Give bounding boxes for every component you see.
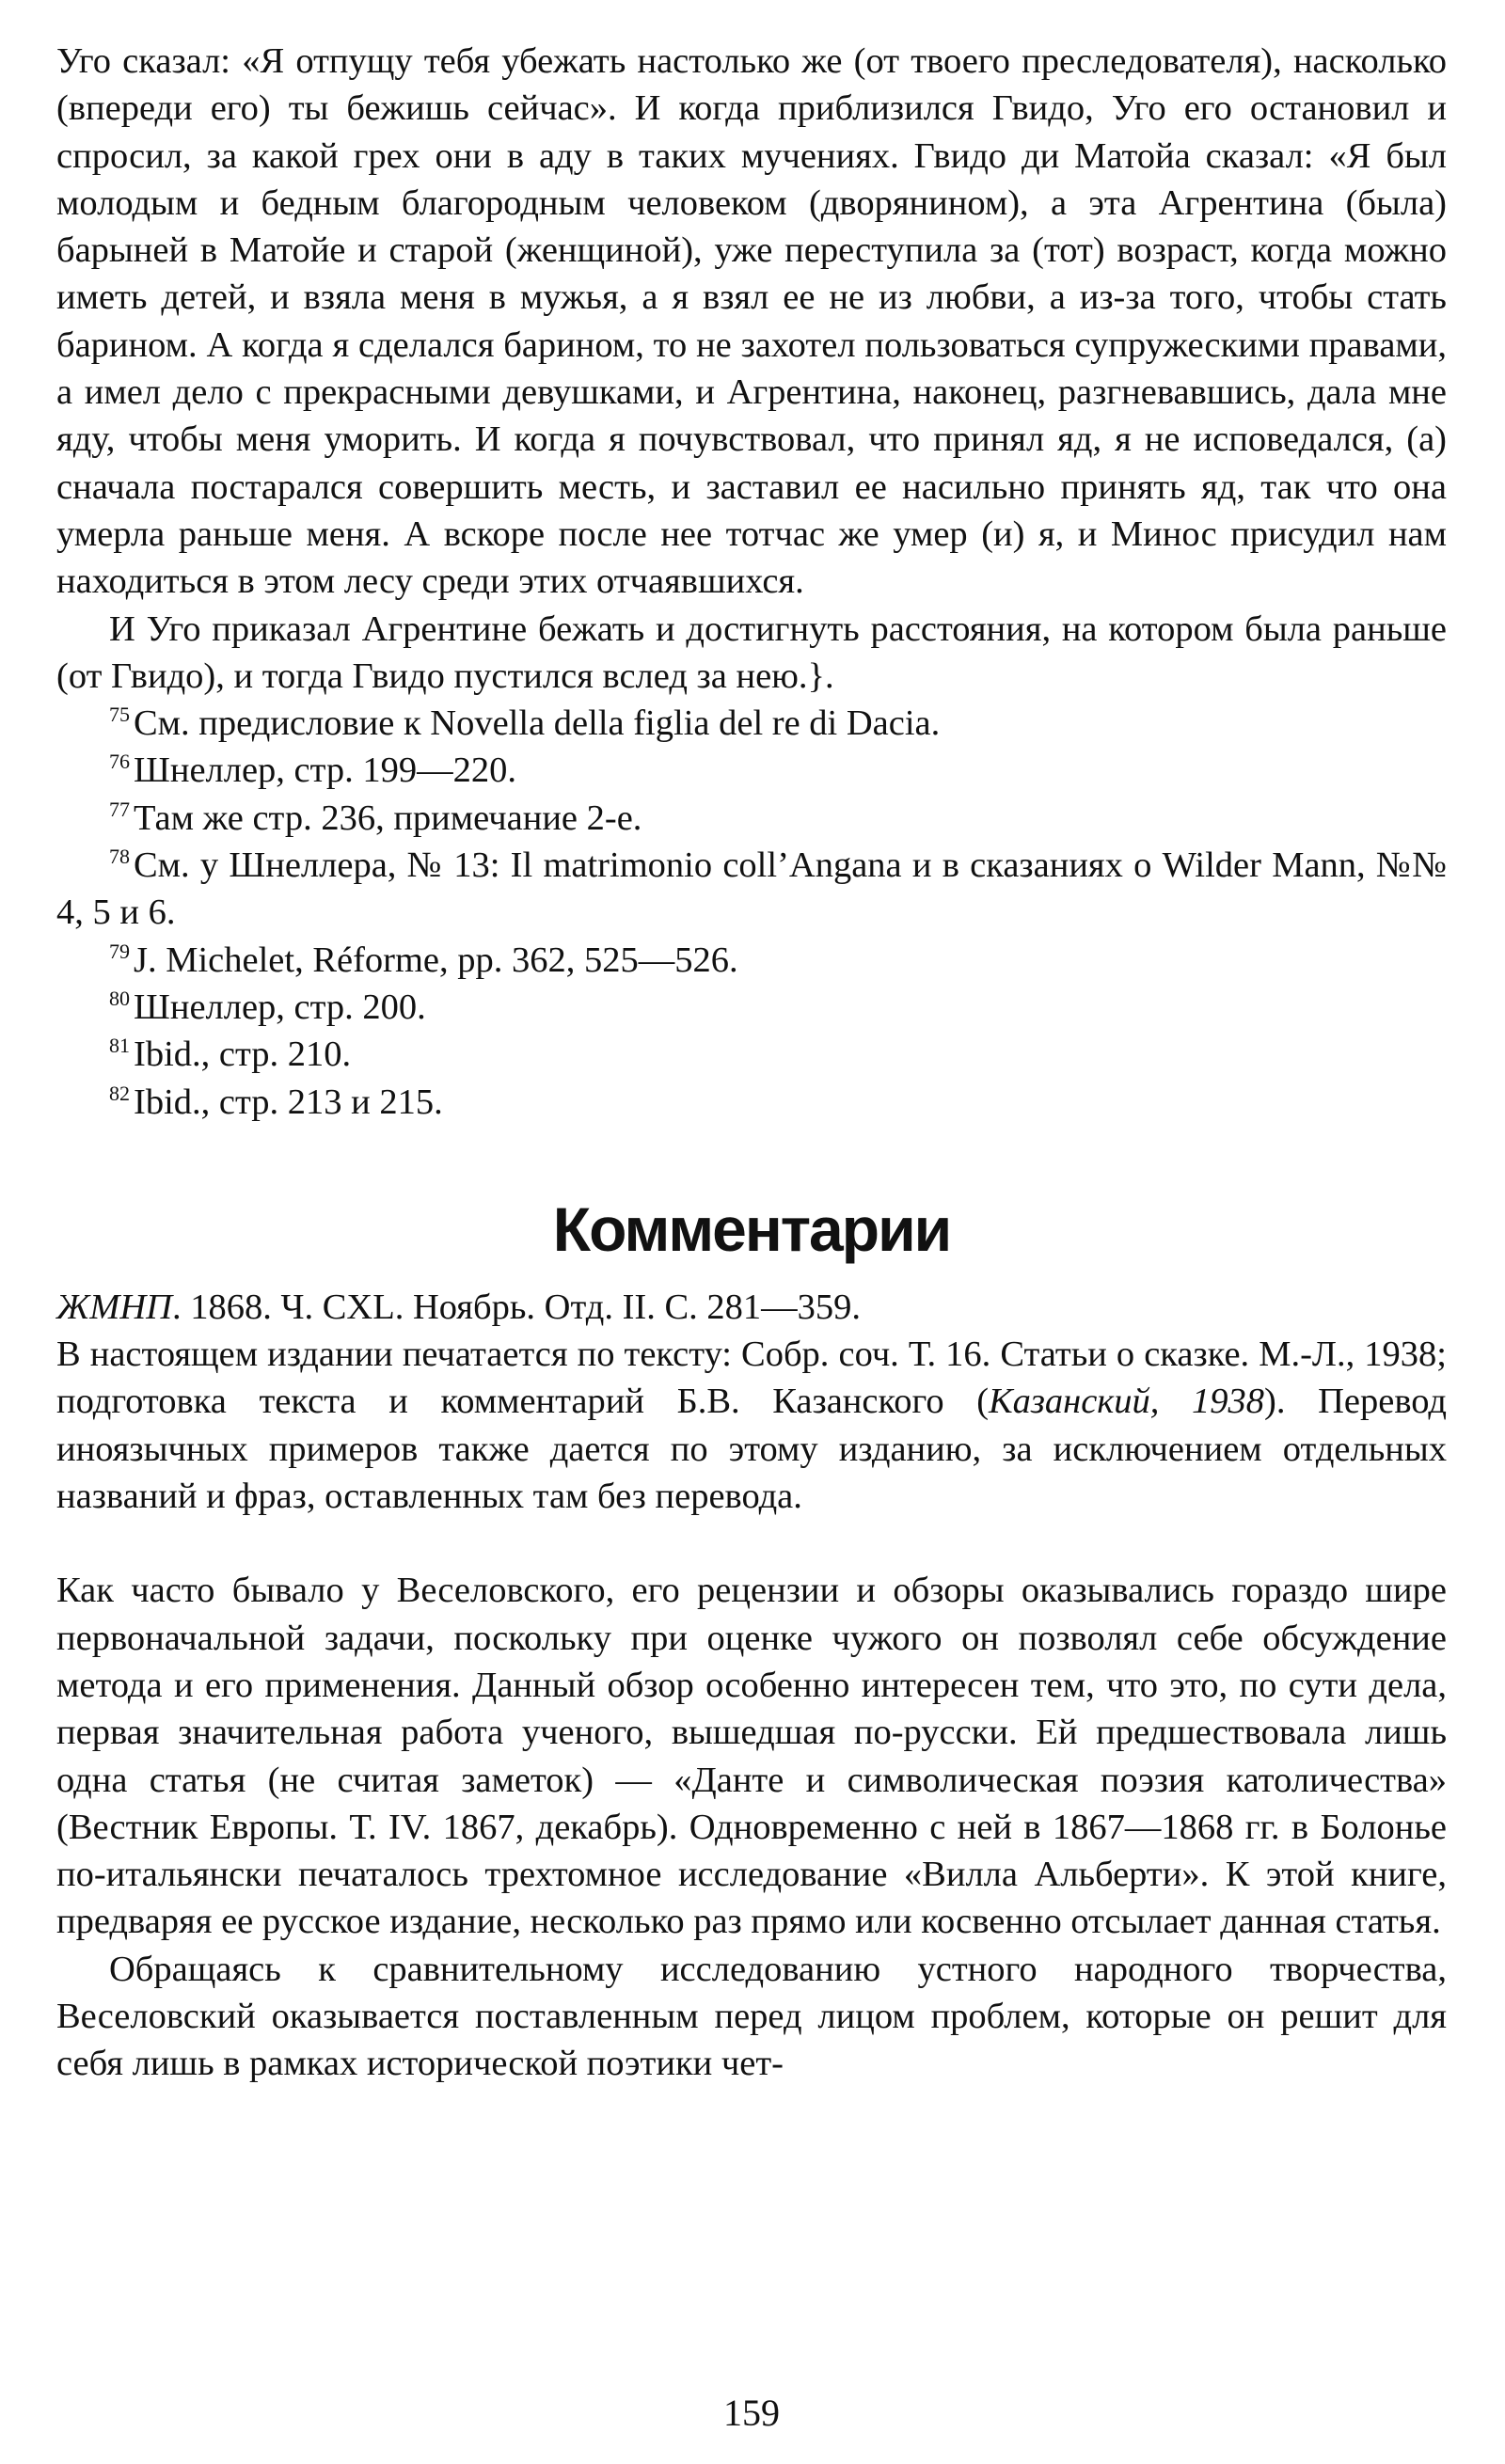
- footnote-number: 77: [109, 797, 130, 821]
- footnote-text: Ibid., стр. 213 и 215.: [134, 1082, 443, 1122]
- footnote-text: См. предисловие к Novella della figlia del re di Dacia.: [134, 703, 941, 744]
- footnote-text: J. Michelet, Réforme, pp. 362, 525—526.: [134, 940, 738, 980]
- page-number: 159: [723, 2392, 780, 2434]
- footnote-number: 78: [109, 845, 130, 869]
- document-page: [56, 38, 1447, 2445]
- body-paragraph-ending: И Уго приказал Агрентине бежать и достигнуть расстояния, на котором была раньше (от Гвидо), и тогда Гвидо пустился вслед за нею.}.: [56, 608, 1447, 696]
- footnote-80: [56, 984, 1447, 1031]
- footnote-text: Ibid., стр. 210.: [134, 1035, 352, 1075]
- footnote-text: См. у Шнеллера, № 13: Il matrimonio coll’Angana и в сказаниях о Wilder Mann, №№ 4, 5 и 6.: [56, 845, 1447, 933]
- footnote-75: [56, 700, 1447, 747]
- comments-paragraph-2: Обращаясь к сравнительному исследованию устного народного творчества, Веселовский оказывается поставленным перед лицом проблем, которые он решит для себя лишь в рамках исторической поэтики чет-: [56, 1949, 1447, 2084]
- footnotes-list: [56, 700, 1447, 1126]
- comments-edition-note: [56, 1331, 1447, 1520]
- footnote-number: 75: [109, 703, 130, 727]
- footnote-82: [56, 1079, 1447, 1126]
- footnote-number: 76: [109, 750, 130, 774]
- edition-reference: Казанский, 1938: [989, 1382, 1265, 1422]
- footnote-text: Шнеллер, стр. 200.: [134, 987, 426, 1027]
- footnote-76: [56, 747, 1447, 794]
- body-paragraph-dialogue: Уго сказал: «Я отпущу тебя убежать настолько же (от твоего преследователя), насколько (впереди его) ты бежишь сейчас». И когда приблизился Гвидо, Уго его остановил и спросил, за какой грех они в аду в таких мучениях. Гвидо ди Матойа сказал: «Я был молодым и бедным благородным человеком (дворянином), а эта Агрентина (была) барыней в Матойе и старой (женщиной), уже переступила за (тот) возраст, когда можно иметь детей, и взяла меня в мужья, а я взял ее не из любви, а из-за того, чтобы стать барином. А когда я сделался барином, то не захотел пользоваться супружескими правами, а имел дело с прекрасными девушками, и Агрентина, наконец, разгневавшись, дала мне яду, чтобы меня уморить. И когда я почувствовал, что принял яд, я не исповедался, (а) сначала постарался совершить месть, и заставил ее насильно принять яд, так что она умерла раньше меня. А вскоре после нее тотчас же умер (и) я, и Минос присудил нам находиться в этом лесу среди этих отчаявшихся.: [56, 41, 1447, 602]
- edition-text-end: ). Перевод иноязычных примеров также дается по этому изданию, за исключением отдельных названий и фраз, оставленных там без перевода.: [56, 1382, 1447, 1517]
- edition-text-start: В настоящем издании печатается по тексту: Собр. соч. Т. 16. Статьи о сказке. М.-Л., 1938; подготовка текста и комментарий Б.В. Казанского (: [56, 1335, 1447, 1422]
- footnote-number: 82: [109, 1081, 130, 1105]
- footnote-number: 80: [109, 986, 130, 1010]
- comments-source-line: [56, 1284, 1447, 1331]
- footnote-79: [56, 937, 1447, 984]
- footnote-number: 81: [109, 1034, 130, 1058]
- footnote-78: [56, 842, 1447, 937]
- paragraph-gap: [56, 1520, 1447, 1567]
- footnote-81: [56, 1031, 1447, 1078]
- comments-paragraph-1: Как часто бывало у Веселовского, его рецензии и обзоры оказывались гораздо шире первоначальной задачи, поскольку при оценке чужого он позволял себе обсуждение метода и его применения. Данный обзор особенно интересен тем, что это, по сути дела, первая значительная работа ученого, вышедшая по-русски. Ей предшествовала лишь одна статья (не считая заметок) — «Данте и символическая поэзия католичества» (Вестник Европы. Т. IV. 1867, декабрь). Одновременно с ней в 1867—1868 гг. в Болонье по-итальянски печаталось трехтомное исследование «Вилла Альберти». К этой книге, предваряя ее русское издание, несколько раз прямо или косвенно отсылает данная статья.: [56, 1571, 1447, 1942]
- footnote-number: 79: [109, 939, 130, 963]
- footnote-text: Там же стр. 236, примечание 2-е.: [134, 798, 642, 838]
- source-abbreviation: ЖМНП: [56, 1287, 172, 1327]
- footnote-text: Шнеллер, стр. 199—220.: [134, 750, 517, 791]
- footnote-77: [56, 795, 1447, 842]
- source-details: . 1868. Ч. CXL. Ноябрь. Отд. II. С. 281—359.: [171, 1287, 862, 1327]
- comments-heading: Комментарии: [552, 1193, 951, 1264]
